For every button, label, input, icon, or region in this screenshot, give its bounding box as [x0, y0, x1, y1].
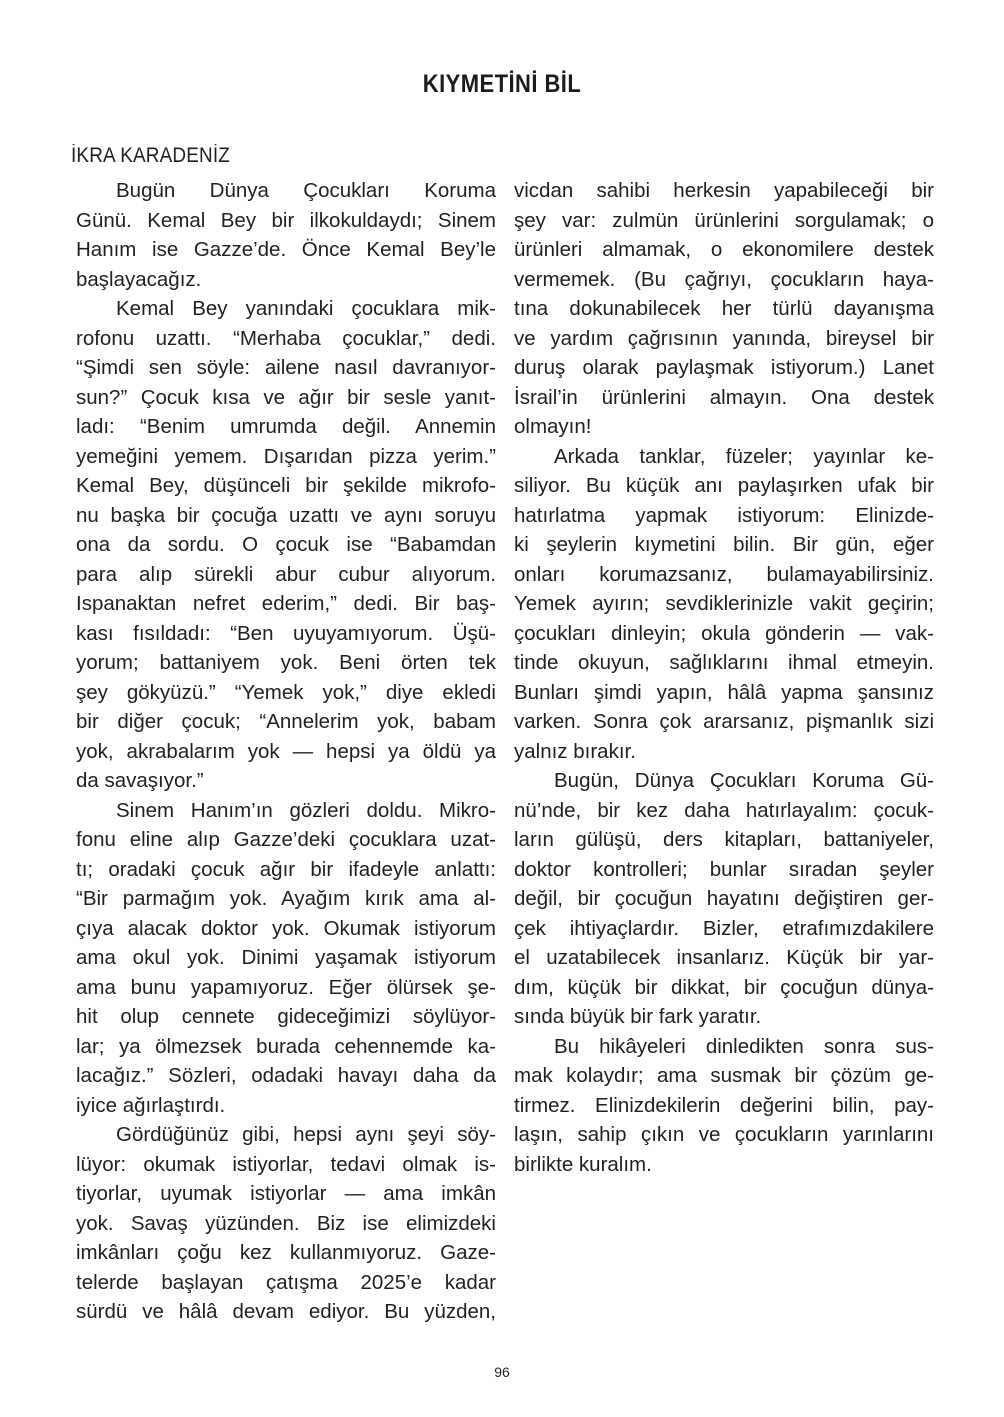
text-line: hit olup cennete gideceğimizi söylüyor- — [76, 1005, 496, 1028]
text-line: hatırlatma yapmak istiyorum: Elinizde- — [514, 503, 934, 527]
text-line: olmayın! — [514, 415, 592, 438]
text-line: telerde başlayan çatışma 2025’e kadar — [76, 1270, 496, 1294]
text-line: ve yardım çağrısının yanında, bireysel bir — [514, 326, 934, 350]
text-line: nu başka bir çocuğa uzattı ve aynı soruyu — [76, 503, 496, 527]
text-line: da savaşıyor.” — [76, 769, 204, 792]
text-line: yemeğini yemem. Dışarıdan pizza yerim.” — [76, 444, 496, 468]
text-line: yalnız bırakır. — [514, 739, 636, 763]
text-line: Kemal Bey, düşünceli bir şekilde mikrofo- — [76, 474, 496, 497]
text-line: “Bir parmağım yok. Ayağım kırık ama al- — [76, 887, 496, 910]
text-line: tı; oradaki çocuk ağır bir ifadeyle anlattı: — [76, 857, 496, 881]
text-line: Bugün, Dünya Çocukları Koruma Gü- — [554, 769, 934, 792]
text-line: Sinem Hanım’ın gözleri doldu. Mikro- — [116, 798, 496, 822]
text-line: sun?” Çocuk kısa ve ağır bir sesle yanıt- — [76, 385, 496, 409]
text-line: çocukları dinleyin; okula gönderin — vak- — [514, 621, 934, 645]
text-line: laşın, sahip çıkın ve çocukların yarınlarını — [514, 1123, 934, 1146]
text-line: Bugün Dünya Çocukları Koruma — [116, 179, 496, 202]
text-line: çıya alacak doktor yok. Okumak istiyorum — [76, 916, 496, 940]
text-line: yok. Savaş yüzünden. Biz ise elimizdeki — [76, 1211, 496, 1235]
text-line: siliyor. Bu küçük anı paylaşırken ufak bir — [514, 474, 934, 497]
text-line: Hanım ise Gazze’de. Önce Kemal Bey’le — [76, 238, 496, 261]
text-line: fonu eline alıp Gazze’deki çocuklara uzat- — [76, 828, 496, 851]
text-line: rofonu uzattı. “Merhaba çocuklar,” dedi. — [76, 326, 496, 350]
text-line: tinde okuyun, sağlıklarını ihmal etmeyin. — [514, 651, 934, 674]
text-line: birlikte kuralım. — [514, 1152, 652, 1176]
left-column — [76, 176, 496, 1327]
text-line: yok, akrabalarım yok — hepsi ya öldü ya — [76, 739, 496, 763]
text-line: dım, küçük bir dikkat, bir çocuğun dünya- — [514, 975, 934, 999]
text-line: çek ihtiyaçlardır. Bizler, etrafımızdakilere — [514, 916, 934, 940]
text-line: kası fısıldadı: “Ben uyuyamıyorum. Üşü- — [76, 621, 496, 645]
text-line: başlayacağız. — [76, 267, 202, 291]
right-column — [514, 176, 934, 1179]
text-line: ürünleri almamak, o ekonomilere destek — [514, 238, 934, 261]
text-line: lar; ya ölmezsek burada cehennemde ka- — [76, 1034, 496, 1058]
text-line: şey var: zulmün ürünlerini sorgulamak; o — [514, 208, 934, 232]
text-line: sürdü ve hâlâ devam ediyor. Bu yüzden, — [76, 1300, 496, 1323]
text-line: yorum; battaniyem yok. Beni örten tek — [76, 651, 496, 674]
text-line: ki şeylerin kıymetini bilin. Bir gün, eğer — [514, 533, 934, 556]
text-line: iyice ağırlaştırdı. — [76, 1093, 226, 1117]
text-line: tirmez. Elinizdekilerin değerini bilin, pay- — [514, 1093, 934, 1117]
text-line: Bunları şimdi yapın, hâlâ yapma şansınız — [514, 680, 934, 704]
text-line: lacağız.” Sözleri, odadaki havayı daha da — [76, 1064, 496, 1087]
author-name: İKRA KARADENİZ — [71, 144, 231, 167]
article-title: KIYMETİNİ BİL — [422, 70, 582, 98]
page-number: 96 — [494, 1364, 510, 1380]
text-line: ama bunu yapamıyoruz. Eğer ölürsek şe- — [76, 975, 496, 999]
text-line: ama okul yok. Dinimi yaşamak istiyorum — [76, 946, 496, 969]
text-line: vermemek. (Bu çağrıyı, çocukların haya- — [514, 267, 934, 291]
text-line: bir diğer çocuk; “Annelerim yok, babam — [76, 710, 496, 733]
text-line: duruş olarak paylaşmak istiyorum.) Lanet — [514, 356, 934, 379]
text-line: Kemal Bey yanındaki çocuklara mik- — [116, 297, 496, 320]
text-line: varken. Sonra çok ararsanız, pişmanlık sizi — [514, 710, 934, 733]
text-line: para alıp sürekli abur cubur alıyorum. — [76, 562, 496, 586]
text-line: İsrail’in ürünlerini almayın. Ona destek — [514, 385, 934, 409]
text-line: Bu hikâyeleri dinledikten sonra sus- — [554, 1034, 934, 1058]
text-line: mak kolaydır; ama susmak bir çözüm ge- — [514, 1064, 934, 1087]
text-line: tına dokunabilecek her türlü dayanışma — [514, 297, 934, 320]
text-line: vicdan sahibi herkesin yapabileceği bir — [514, 179, 934, 202]
text-line: lüyor: okumak istiyorlar, tedavi olmak is- — [76, 1152, 496, 1176]
text-line: Arkada tanklar, füzeler; yayınlar ke- — [554, 444, 934, 468]
text-line: onları korumazsanız, bulamayabilirsiniz. — [514, 562, 934, 586]
text-line: Günü. Kemal Bey bir ilkokuldaydı; Sinem — [76, 208, 496, 232]
text-line: “Şimdi sen söyle: ailene nasıl davranıyor- — [76, 356, 496, 379]
text-line: el uzatabilecek insanlarız. Küçük bir yar- — [514, 946, 934, 969]
text-line: doktor kontrolleri; bunlar sıradan şeyler — [514, 857, 934, 881]
text-line: ona da sordu. O çocuk ise “Babamdan — [76, 533, 496, 556]
text-line: Ispanaktan nefret ederim,” dedi. Bir baş- — [76, 592, 496, 615]
text-line: nü’nde, bir kez daha hatırlayalım: çocuk- — [514, 798, 934, 822]
text-line: ların gülüşü, ders kitapları, battaniyeler, — [514, 828, 934, 851]
text-line: şey gökyüzü.” “Yemek yok,” diye ekledi — [76, 680, 496, 704]
text-line: Yemek ayırın; sevdiklerinizle vakit geçirin; — [514, 592, 934, 615]
text-line: değil, bir çocuğun hayatını değiştiren ger- — [514, 887, 934, 910]
text-line: tiyorlar, uyumak istiyorlar — ama imkân — [76, 1182, 496, 1205]
text-line: Gördüğünüz gibi, hepsi aynı şeyi söy- — [116, 1123, 496, 1146]
text-line: ladı: “Benim umrumda değil. Annemin — [76, 415, 496, 438]
text-line: sında büyük bir fark yaratır. — [514, 1005, 762, 1028]
text-line: imkânları çoğu kez kullanmıyoruz. Gaze- — [76, 1241, 496, 1264]
